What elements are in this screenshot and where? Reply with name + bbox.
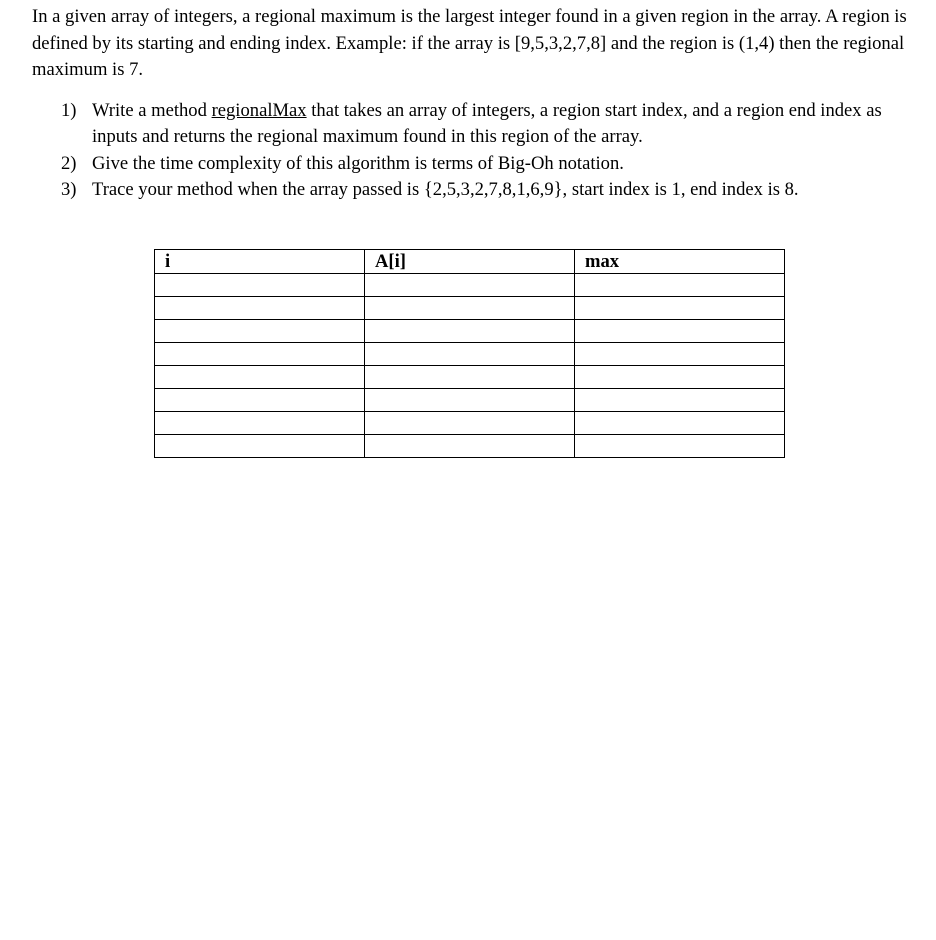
table-row xyxy=(155,274,785,297)
table-row xyxy=(155,366,785,389)
trace-header-row xyxy=(155,250,785,274)
table-row xyxy=(155,412,785,435)
cell-a-i[interactable] xyxy=(365,343,575,366)
table-row xyxy=(155,320,785,343)
cell-i[interactable] xyxy=(155,274,365,297)
task-number: 2) xyxy=(61,152,77,174)
table-row xyxy=(155,297,785,320)
task-text: Trace your method when the array passed is {2,5,3,2,7,8,1,6,9}, start index is 1, end index is 8. xyxy=(92,179,799,200)
table-row xyxy=(155,389,785,412)
task-number: 1) xyxy=(61,99,77,121)
task-list xyxy=(32,98,922,204)
task-text-before: Write a method xyxy=(92,99,212,121)
task-item-2 xyxy=(32,151,892,178)
cell-i[interactable] xyxy=(155,320,365,343)
cell-a-i[interactable] xyxy=(365,366,575,389)
cell-a-i[interactable] xyxy=(365,320,575,343)
cell-a-i[interactable] xyxy=(365,389,575,412)
cell-i[interactable] xyxy=(155,366,365,389)
cell-a-i[interactable] xyxy=(365,297,575,320)
cell-i[interactable] xyxy=(155,389,365,412)
cell-i[interactable] xyxy=(155,412,365,435)
cell-i[interactable] xyxy=(155,343,365,366)
task-text-after: that takes an array of integers, a region start index, and a region end index as inputs and returns the regional maximum found in this region of the array. xyxy=(92,99,882,147)
task-text: Give the time complexity of this algorithm is terms of Big-Oh notation. xyxy=(92,152,624,174)
cell-max[interactable] xyxy=(575,343,785,366)
header-i: i xyxy=(155,250,365,274)
cell-max[interactable] xyxy=(575,297,785,320)
cell-max[interactable] xyxy=(575,320,785,343)
cell-a-i[interactable] xyxy=(365,412,575,435)
task-item-3 xyxy=(32,177,892,204)
cell-max[interactable] xyxy=(575,389,785,412)
task-item-1 xyxy=(32,98,892,151)
trace-table-body xyxy=(155,274,785,458)
document-body xyxy=(32,4,922,204)
table-row xyxy=(155,435,785,458)
header-max: max xyxy=(575,250,785,274)
header-a-i: A[i] xyxy=(365,250,575,274)
cell-max[interactable] xyxy=(575,435,785,458)
cell-max[interactable] xyxy=(575,412,785,435)
table-row xyxy=(155,343,785,366)
cell-max[interactable] xyxy=(575,274,785,297)
task-number: 3) xyxy=(61,179,77,200)
intro-paragraph: In a given array of integers, a regional maximum is the largest integer found in a given region in the array. A region is defined by its starting and ending index. Example: if the array is [9,5,3,2,7,8] and the region is (1,4) then the regional maximum is 7. xyxy=(32,6,907,80)
method-name: regionalMax xyxy=(211,99,307,121)
cell-a-i[interactable] xyxy=(365,435,575,458)
trace-table xyxy=(154,249,785,458)
cell-i[interactable] xyxy=(155,297,365,320)
cell-max[interactable] xyxy=(575,366,785,389)
cell-a-i[interactable] xyxy=(365,274,575,297)
cell-i[interactable] xyxy=(155,435,365,458)
